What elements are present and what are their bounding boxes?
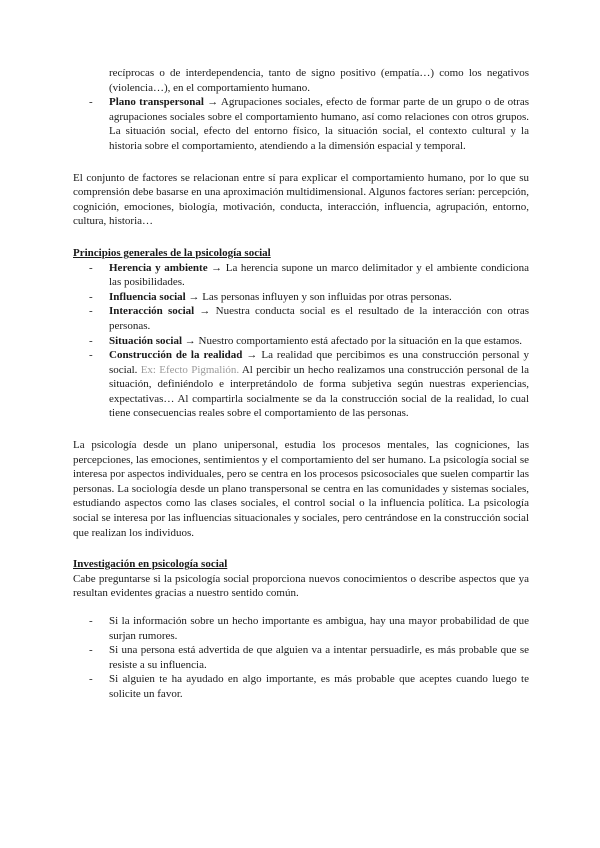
paragraph-psicologia: La psicología desde un plano unipersonal, estudia los procesos mentales, las cogniciones, las percepciones, las emociones, sentimientos y el comportamiento del ser humano. La psicología social se interesa por aspectos individuales, pero se centra en los procesos psicosociales que suelen compartir las personas. La sociología desde un plano transpersonal se centra en las comunidades y sistemas sociales, estudiando aspectos como las clases sociales, el control social o la influencia política. La psicología social se interesa por las influencias situacionales y sociales, pero centrándose en la construcción social que realizan los individuos. [73, 439, 529, 539]
plano-list [73, 95, 529, 153]
list-dash: - [89, 261, 93, 274]
list-item [73, 290, 529, 305]
list-dash: - [89, 290, 93, 303]
example-text: Ex: Efecto Pigmalión. [140, 363, 240, 376]
definition-text: La herencia supone un marco delimitador y el ambiente condiciona las posibilidades. [109, 261, 530, 289]
term: Situación social [109, 334, 183, 347]
list-item-text: Si alguien te ha ayudado en algo importante, es más probable que aceptes cuando luego te solicite un favor. [109, 673, 529, 700]
arrow: → [185, 290, 203, 303]
arrow: → [207, 261, 226, 274]
list-dash: - [89, 644, 93, 657]
term: Influencia social [109, 290, 186, 303]
list-item [73, 643, 529, 672]
list-item-text: Si la información sobre un hecho importante es ambigua, hay una mayor probabilidad de que surjan rumores. [109, 615, 529, 642]
list-dash: - [89, 349, 93, 362]
definition-text: Agrupaciones sociales, efecto de formar parte de un grupo o de otras agrupaciones sociales sobre el comportamiento humano, así como relaciones con otros grupos. La situación social, efecto del entorno físico, la situación social, el contexto cultural y la historia sobre el comportamiento, atendiendo a la dimensión espacial y temporal. [109, 96, 529, 152]
list-dash: - [89, 334, 93, 347]
term: Construcción de la realidad [109, 349, 243, 362]
principios-list [73, 261, 529, 422]
arrow: → [194, 305, 216, 318]
arrow: → [182, 334, 199, 347]
definition-text: Nuestro comportamiento está afectado por la situación en la que estamos. [198, 334, 523, 347]
paragraph-factores: El conjunto de factores se relacionan entre sí para explicar el comportamiento humano, por lo que su comprensión debe basarse en una aproximación multidimensional. Algunos factores serían: percepción, cognición, emociones, biología, motivación, conducta, interacción, influencia, agrupación, entorno, cultura, historia… [73, 171, 529, 228]
list-item [73, 614, 529, 643]
term: Interacción social [109, 305, 195, 318]
list-dash: - [89, 305, 93, 318]
investigacion-list [73, 614, 529, 702]
heading-principios: Principios generales de la psicología social [73, 246, 271, 259]
definition-text: La realidad que percibimos es una construcción personal y social. [109, 349, 530, 376]
definition-text: Nuestra conducta social es el resultado de la interacción con otras personas. [109, 305, 529, 332]
list-item [73, 672, 529, 701]
heading-investigacion: Investigación en psicología social [73, 558, 228, 571]
term: Herencia y ambiente [109, 261, 208, 274]
continued-list-text: recíprocas o de interdependencia, tanto de signo positivo (empatía…) como los negativos (violencia…), en el comportamiento humano. [109, 67, 529, 94]
arrow: → [242, 349, 262, 362]
document-body [73, 66, 529, 702]
list-dash: - [89, 96, 93, 109]
list-item-construccion [73, 348, 529, 421]
list-item [73, 334, 529, 349]
definition-text-continued: Al percibir un hecho realizamos una construcción personal de la situación, definiéndolo e interpretándolo de forma subjetiva según nuestras experiencias, expectativas… Al compartirla socialmente se da la construcción social de la realidad, lo cual tiene consecuencias reales sobre el comportamiento de las personas. [109, 363, 529, 420]
term-plano-transpersonal: Plano transpersonal [109, 96, 204, 109]
paragraph-investigacion-intro: Cabe preguntarse si la psicología social proporciona nuevos conocimientos o describe aspectos que ya resultan evidentes gracias a nuestro sentido común. [73, 572, 529, 600]
list-dash: - [89, 673, 93, 686]
list-dash: - [89, 615, 93, 627]
arrow: → [203, 96, 221, 109]
list-item-text: Si una persona está advertida de que alguien va a intentar persuadirle, es más probable que se resiste a su influencia. [109, 644, 529, 671]
definition-text: Las personas influyen y son influidas por otras personas. [202, 290, 452, 303]
list-item [73, 261, 529, 290]
list-item [73, 304, 529, 333]
list-item-plano-transpersonal [73, 95, 529, 153]
